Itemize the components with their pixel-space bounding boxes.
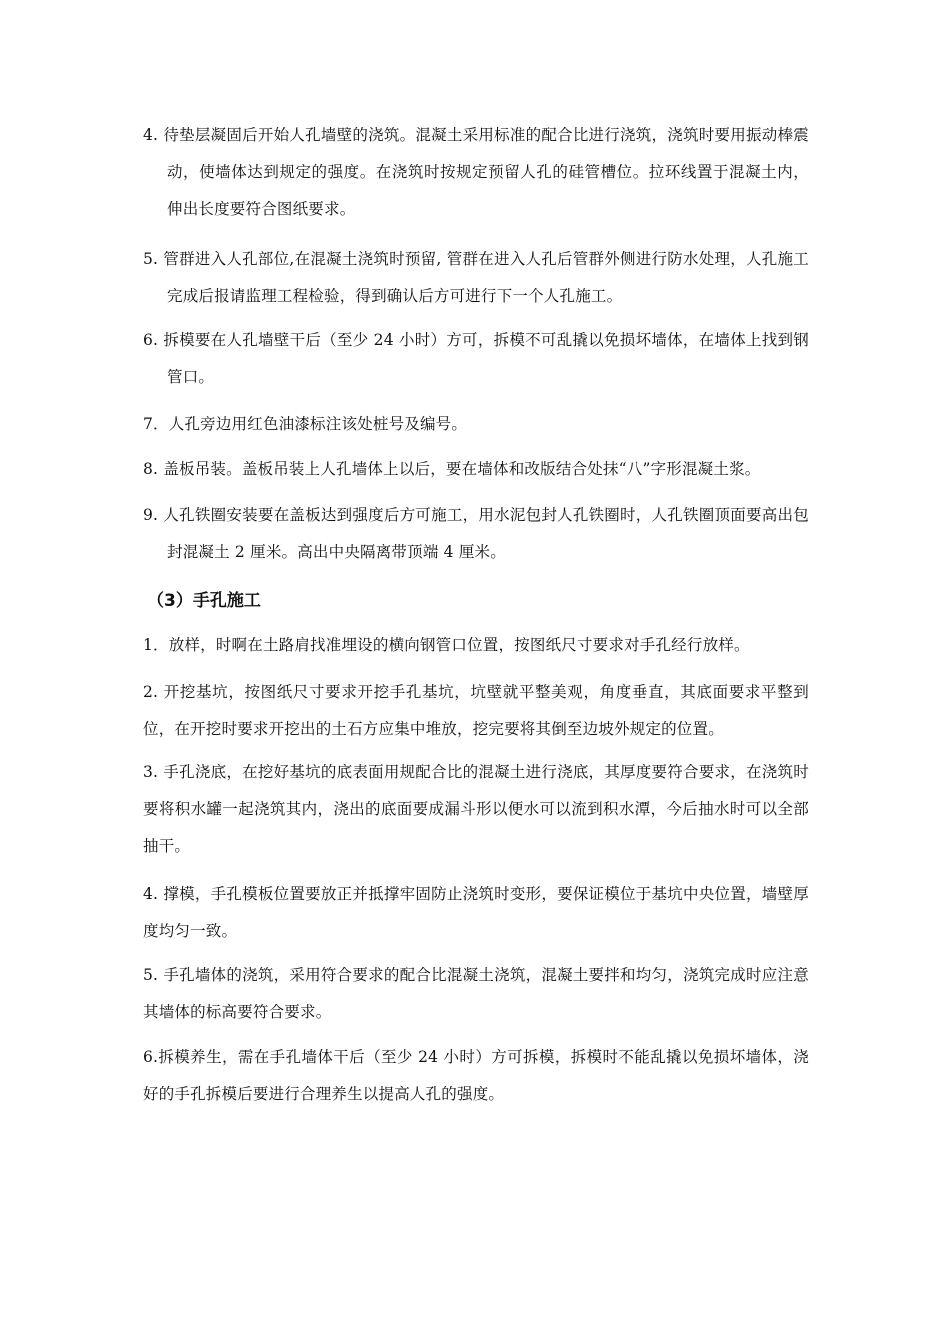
list-item: 5. 手孔墙体的浇筑，采用符合要求的配合比混凝土浇筑，混凝土要拌和均匀，浇筑完成时应注意其墙体的标高要符合要求。 [143, 966, 809, 1021]
list-item: 7．人孔旁边用红色油漆标注该处桩号及编号。 [143, 415, 468, 433]
list-item: 4. 待垫层凝固后开始人孔墙壁的浇筑。混凝土采用标准的配合比进行浇筑，浇筑时要用振动棒震动，使墙体达到规定的强度。在浇筑时按规定预留人孔的硅管槽位。拉环线置于混凝土内，伸出长度要符合图纸要求。 [143, 126, 809, 218]
list-item: 6. 拆模要在人孔墙壁干后（至少 24 小时）方可，拆模不可乱撬以免损坏墙体，在墙体上找到钢管口。 [143, 331, 809, 386]
list-item: 5. 管群进入人孔部位,在混凝土浇筑时预留, 管群在进入人孔后管群外侧进行防水处理，人孔施工完成后报请监理工程检验，得到确认后方可进行下一个人孔施工。 [143, 250, 809, 305]
list-item: 6.拆模养生，需在手孔墙体干后（至少 24 小时）方可拆模，拆模时不能乱撬以免损坏墙体，浇好的手孔拆模后要进行合理养生以提高人孔的强度。 [143, 1048, 809, 1103]
list-item: 8. 盖板吊装。盖板吊装上人孔墙体上以后，要在墙体和改版结合处抹“八”字形混凝土浆。 [143, 460, 761, 478]
section-heading: （3）手孔施工 [147, 591, 261, 611]
list-item: 9. 人孔铁圈安装要在盖板达到强度后方可施工，用水泥包封人孔铁圈时，人孔铁圈顶面要高出包封混凝土 2 厘米。高出中央隔离带顶端 4 厘米。 [143, 506, 809, 561]
list-item: 2. 开挖基坑，按图纸尺寸要求开挖手孔基坑，坑壁就平整美观，角度垂直，其底面要求平整到位，在开挖时要求开挖出的土石方应集中堆放，挖完要将其倒至边坡外规定的位置。 [143, 683, 809, 738]
list-item: 1．放样，时啊在土路肩找准埋设的横向钢管口位置，按图纸尺寸要求对手孔经行放样。 [143, 636, 750, 654]
list-item: 3. 手孔浇底，在挖好基坑的底表面用规配合比的混凝土进行浇底，其厚度要符合要求，在浇筑时要将积水罐一起浇筑其内，浇出的底面要成漏斗形以便水可以流到积水潭，今后抽水时可以全部抽干。 [143, 763, 809, 855]
list-item: 4. 撑模，手孔模板位置要放正并抵撑牢固防止浇筑时变形，要保证模位于基坑中央位置，墙壁厚度均匀一致。 [143, 885, 809, 940]
